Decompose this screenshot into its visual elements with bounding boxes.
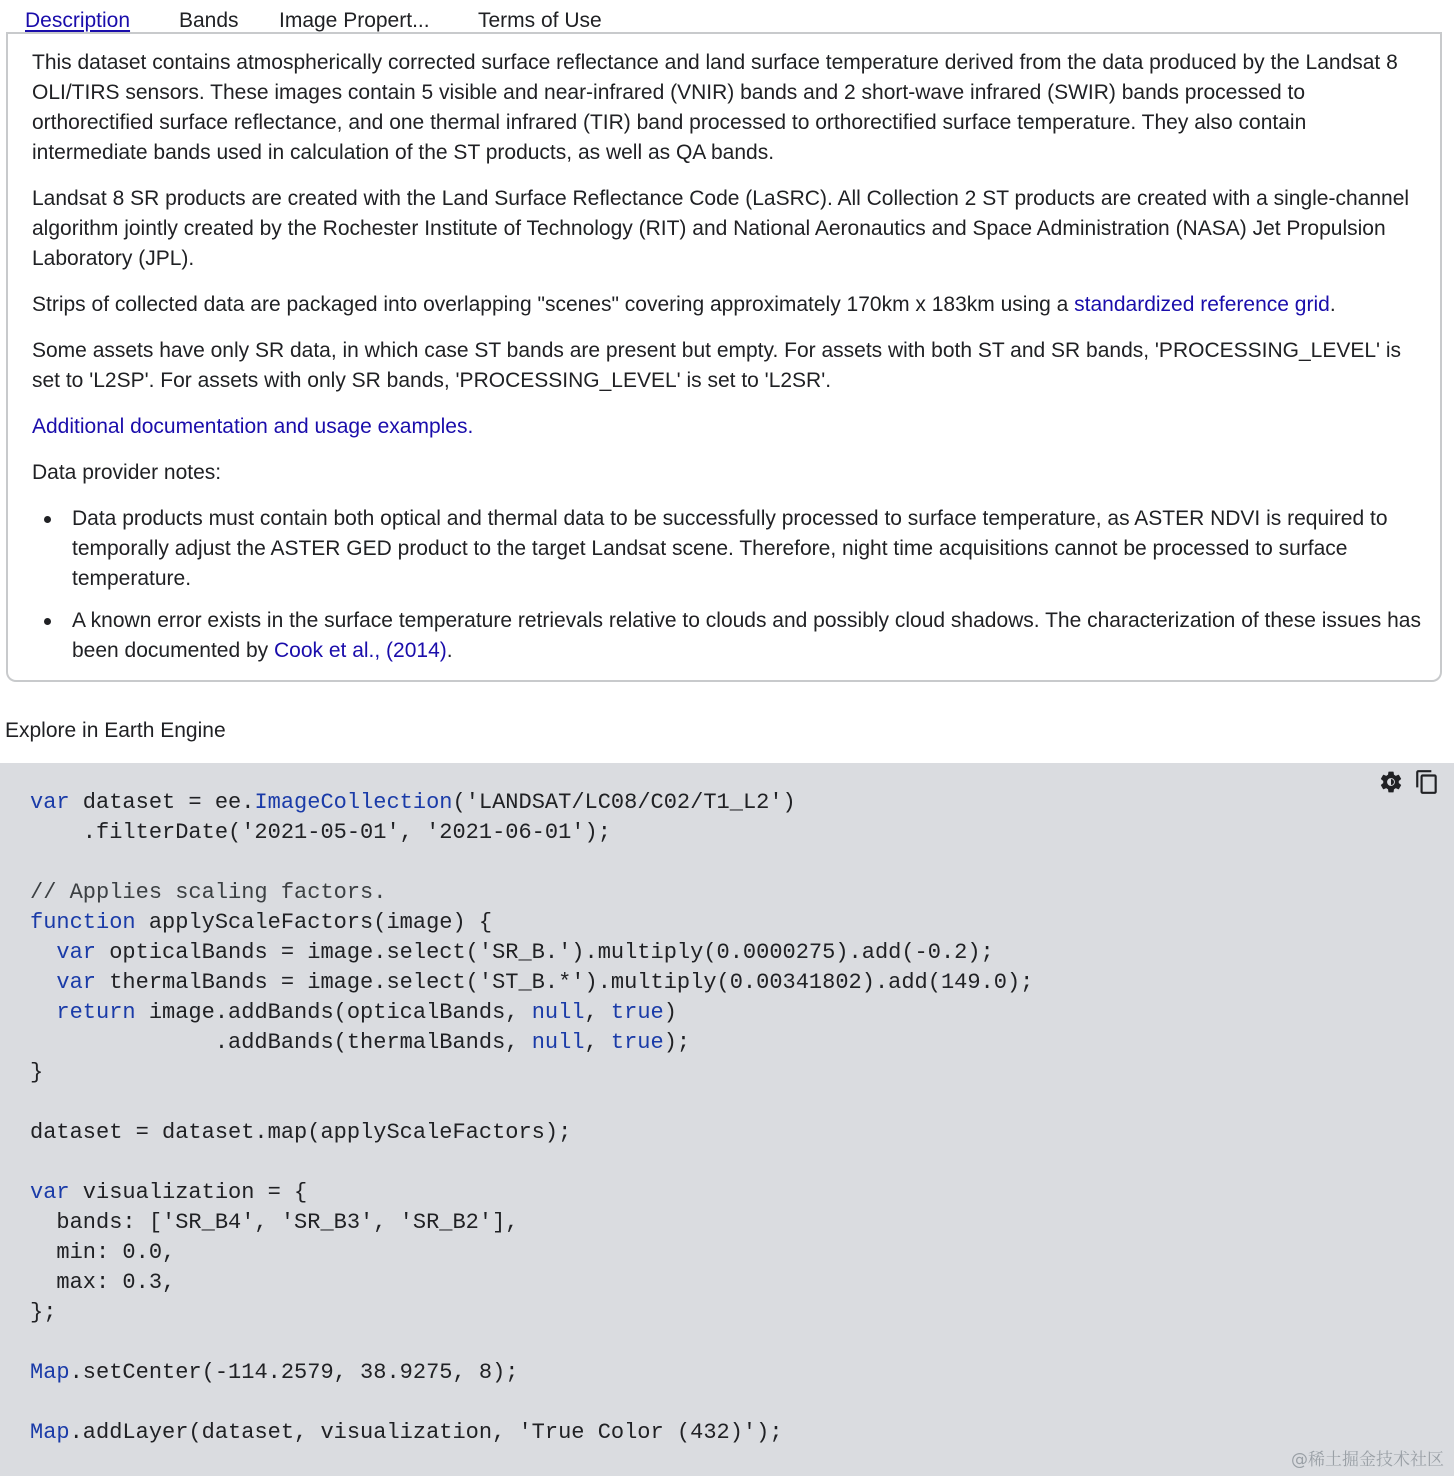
code-line bbox=[30, 1268, 1033, 1298]
code-token: applyScaleFactors(image) { bbox=[135, 910, 493, 935]
code-line bbox=[30, 1208, 1033, 1238]
code-token: null bbox=[531, 1000, 585, 1025]
code-token: true bbox=[610, 1000, 664, 1025]
bullet-icon bbox=[44, 618, 51, 625]
code-token: visualization = { bbox=[69, 1180, 308, 1205]
code-line bbox=[30, 1238, 1033, 1268]
tab-description[interactable]: Description bbox=[25, 9, 131, 32]
code-line bbox=[30, 1298, 1033, 1328]
code-token: thermalBands = image.select('ST_B.*').multiply(0.00341802).add(149.0); bbox=[96, 970, 1034, 995]
code-token: bands: ['SR_B4', 'SR_B3', 'SR_B2'], bbox=[30, 1210, 519, 1235]
code-text[interactable] bbox=[30, 788, 1033, 1448]
tab-bar bbox=[0, 0, 1454, 34]
code-token bbox=[30, 970, 56, 995]
code-token: , bbox=[584, 1030, 611, 1055]
code-line bbox=[30, 1148, 1033, 1178]
code-token: Map bbox=[30, 1420, 70, 1445]
additional-docs-link[interactable]: Additional documentation and usage examples. bbox=[32, 415, 474, 438]
reference-grid-link[interactable]: standardized reference grid bbox=[1074, 293, 1330, 316]
description-panel bbox=[6, 32, 1442, 682]
code-line bbox=[30, 998, 1033, 1028]
code-line bbox=[30, 818, 1033, 848]
tab-bands[interactable]: Bands bbox=[179, 9, 239, 32]
code-token: }; bbox=[30, 1300, 57, 1325]
code-line bbox=[30, 1388, 1033, 1418]
code-toolbar bbox=[1372, 769, 1440, 799]
code-line bbox=[30, 1178, 1033, 1208]
code-line bbox=[30, 1028, 1033, 1058]
description-paragraph-4: Some assets have only SR data, in which case ST bands are present but empty. For assets with both ST and SR bands, 'PROCESSING_LEVEL' is set to 'L2SP'. For assets with only SR bands, 'PROCESSING_LEVEL' is set to 'L2SR'. bbox=[32, 339, 1402, 392]
note-text: A known error exists in the surface temperature retrievals relative to clouds and possibly cloud shadows. The characterization of these issues has been documented by bbox=[72, 609, 1421, 662]
code-line bbox=[30, 788, 1033, 818]
code-line bbox=[30, 1328, 1033, 1358]
code-token: Map bbox=[30, 1360, 70, 1385]
code-token: var bbox=[30, 1180, 70, 1205]
code-token: ); bbox=[663, 1030, 691, 1055]
code-token: dataset = dataset.map(applyScaleFactors); bbox=[30, 1120, 572, 1145]
code-line bbox=[30, 1058, 1033, 1088]
explore-heading: Explore in Earth Engine bbox=[5, 719, 226, 742]
code-sample bbox=[0, 763, 1454, 1476]
paragraph-3-text: Strips of collected data are packaged into overlapping "scenes" covering approximately 170km x 183km using a bbox=[32, 293, 1075, 316]
docs-paragraph bbox=[32, 412, 1424, 442]
code-token: ('LANDSAT/LC08/C02/T1_L2') bbox=[452, 790, 796, 815]
code-token: dataset = ee. bbox=[69, 790, 255, 815]
code-token: max: 0.3, bbox=[30, 1270, 176, 1295]
code-token bbox=[30, 940, 56, 965]
code-token: ) bbox=[663, 1000, 677, 1025]
code-line bbox=[30, 878, 1033, 908]
settings-icon[interactable] bbox=[1378, 769, 1404, 795]
paragraph-3-end: . bbox=[1329, 293, 1336, 316]
code-token: image.addBands(opticalBands, bbox=[135, 1000, 532, 1025]
code-line bbox=[30, 938, 1033, 968]
copy-icon[interactable] bbox=[1414, 769, 1440, 795]
provider-note bbox=[32, 504, 1424, 594]
code-token: .filterDate('2021-05-01', '2021-06-01'); bbox=[30, 820, 611, 845]
code-token: min: 0.0, bbox=[30, 1240, 176, 1265]
code-token: .addBands(thermalBands, bbox=[30, 1030, 532, 1055]
code-line bbox=[30, 848, 1033, 878]
note-text: Data products must contain both optical and thermal data to be successfully processed to surface temperature, as ASTER NDVI is required to temporally adjust the ASTER GED product to the target Landsat scene. Therefore, night time acquisitions cannot be processed to surface temperature. bbox=[72, 507, 1388, 590]
code-token: function bbox=[30, 910, 136, 935]
provider-note bbox=[32, 606, 1424, 666]
code-token: var bbox=[30, 790, 70, 815]
description-paragraph-3 bbox=[32, 290, 1424, 320]
tab-terms-of-use[interactable]: Terms of Use bbox=[478, 9, 602, 32]
code-line bbox=[30, 908, 1033, 938]
code-line bbox=[30, 968, 1033, 998]
code-token: // Applies scaling factors. bbox=[30, 880, 387, 905]
description-content bbox=[32, 48, 1424, 678]
code-token: var bbox=[56, 940, 97, 965]
code-token: , bbox=[584, 1000, 611, 1025]
code-token: var bbox=[56, 970, 97, 995]
cook-et-al-link[interactable]: Cook et al., (2014) bbox=[273, 639, 447, 662]
code-token: true bbox=[610, 1030, 664, 1055]
code-token: .setCenter(-114.2579, 38.9275, 8); bbox=[69, 1360, 519, 1385]
provider-notes-list bbox=[32, 504, 1424, 666]
watermark: @稀土掘金技术社区 bbox=[1291, 1450, 1444, 1470]
code-token: opticalBands = image.select('SR_B.').multiply(0.0000275).add(-0.2); bbox=[96, 940, 994, 965]
code-line bbox=[30, 1418, 1033, 1448]
code-token: return bbox=[56, 1000, 136, 1025]
code-token: ImageCollection bbox=[254, 790, 453, 815]
code-token: .addLayer(dataset, visualization, 'True Color (432)'); bbox=[69, 1420, 783, 1445]
description-paragraph-2: Landsat 8 SR products are created with the Land Surface Reflectance Code (LaSRC). All Collection 2 ST products are created with a single-channel algorithm jointly created by the Rochester Institute of Technology (RIT) and National Aeronautics and Space Administration (NASA) Jet Propulsion Laboratory (JPL). bbox=[32, 187, 1410, 270]
code-token: } bbox=[30, 1060, 44, 1085]
notes-heading: Data provider notes: bbox=[32, 461, 222, 484]
code-token bbox=[30, 1000, 56, 1025]
code-line bbox=[30, 1118, 1033, 1148]
code-token: null bbox=[531, 1030, 585, 1055]
code-line bbox=[30, 1088, 1033, 1118]
note-end: . bbox=[446, 639, 453, 662]
bullet-icon bbox=[44, 516, 51, 523]
description-paragraph-1: This dataset contains atmospherically corrected surface reflectance and land surface temperature derived from the data produced by the Landsat 8 OLI/TIRS sensors. These images contain 5 visible and near-infrared (VNIR) bands and 2 short-wave infrared (SWIR) bands processed to orthorectified surface reflectance, and one thermal infrared (TIR) band processed to orthorectified surface temperature. They also contain intermediate bands used in calculation of the ST products, as well as QA bands. bbox=[32, 51, 1398, 164]
tab-image-properties[interactable]: Image Propert... bbox=[279, 9, 430, 32]
code-line bbox=[30, 1358, 1033, 1388]
